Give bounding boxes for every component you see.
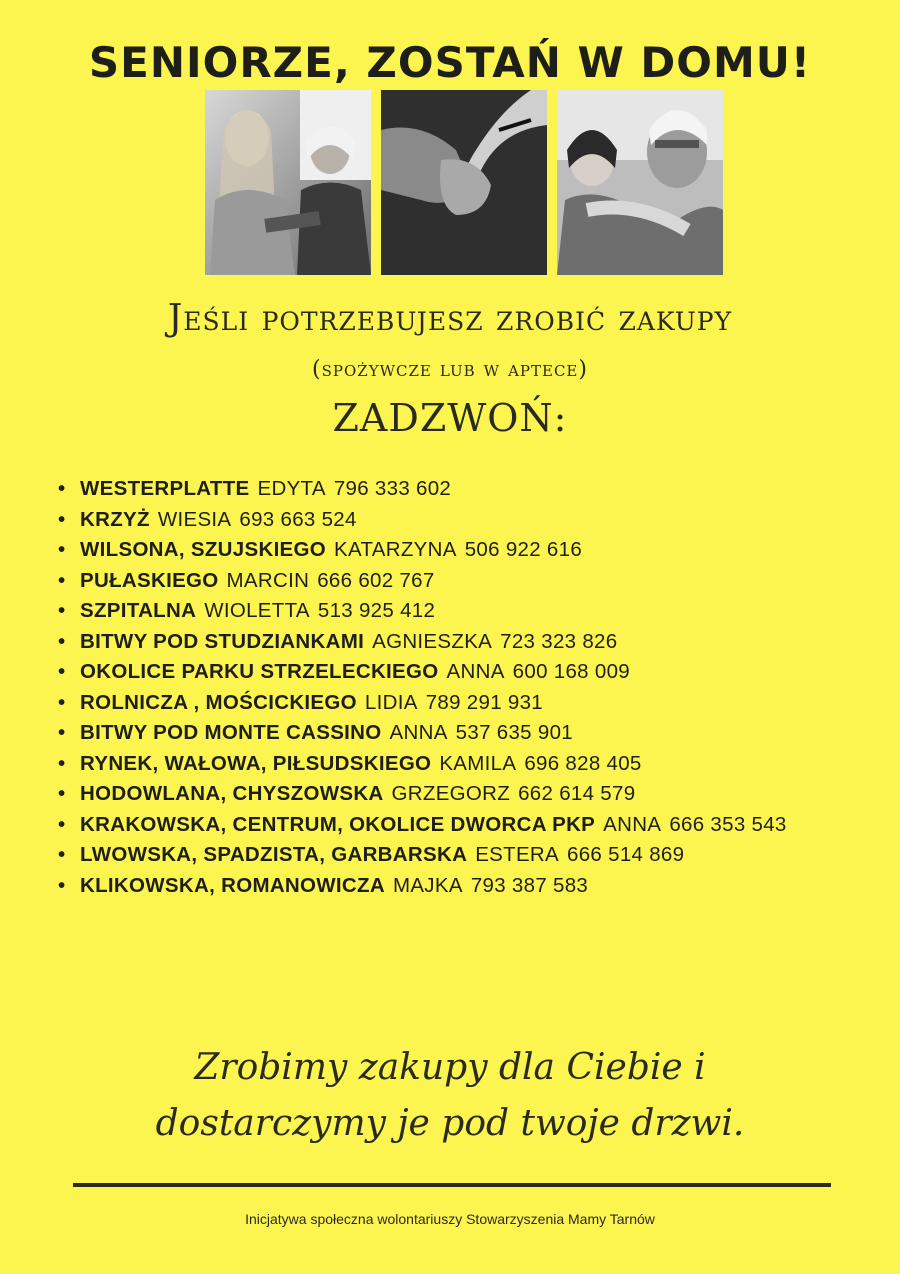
- poster-title: SENIORZE, ZOSTAŃ W DOMU!: [88, 38, 812, 87]
- contact-list: [58, 474, 787, 901]
- volunteer-name: ESTERA: [475, 843, 560, 866]
- volunteer-name: WIESIA: [157, 507, 232, 531]
- divider: [73, 1183, 831, 1187]
- phone-number: 600 168 009: [512, 660, 630, 683]
- list-item: [58, 871, 787, 902]
- list-item: [58, 627, 787, 658]
- phone-number: 506 922 616: [464, 538, 583, 561]
- volunteer-name: LIDIA: [364, 690, 418, 714]
- list-item: [58, 810, 787, 841]
- street-name: BITWY POD STUDZIANKAMI: [80, 629, 365, 653]
- volunteer-name: KAMILA: [439, 751, 517, 775]
- bullet-icon: •: [58, 629, 66, 653]
- list-item: [58, 779, 787, 810]
- list-item: [58, 718, 787, 749]
- street-name: KLIKOWSKA, ROMANOWICZA: [80, 873, 385, 897]
- bullet-icon: •: [58, 873, 66, 897]
- street-name: LWOWSKA, SPADZISTA, GARBARSKA: [80, 843, 468, 866]
- call-to-action: ZADZWOŃ:: [332, 396, 568, 440]
- slogan-line-2: dostarczymy je pod twoje drzwi.: [155, 1103, 745, 1144]
- volunteer-name: ANNA: [603, 812, 662, 836]
- bullet-icon: •: [58, 507, 66, 531]
- volunteer-name: WIOLETTA: [204, 599, 310, 622]
- list-item: [58, 840, 787, 871]
- photo-girl-hugging-senior-man-icon: [557, 90, 723, 275]
- headline: Jeśli potrzebujesz zrobić zakupy: [167, 298, 733, 339]
- subline: (spożywcze lub w aptece): [312, 357, 588, 382]
- phone-number: 693 663 524: [239, 507, 357, 531]
- list-item: [58, 474, 787, 505]
- photo-girl-with-senior-woman-icon: [205, 90, 371, 275]
- phone-number: 662 614 579: [518, 782, 636, 805]
- volunteer-name: ANNA: [389, 721, 448, 744]
- street-name: BITWY POD MONTE CASSINO: [80, 721, 382, 744]
- list-item: [58, 566, 787, 597]
- bullet-icon: •: [58, 568, 66, 592]
- list-item: [58, 688, 787, 719]
- phone-number: 796 333 602: [333, 477, 452, 500]
- bullet-icon: •: [58, 538, 66, 561]
- street-name: ROLNICZA , MOŚCICKIEGO: [80, 690, 357, 714]
- list-item: [58, 535, 787, 566]
- photo-strip: [205, 90, 723, 275]
- phone-number: 723 323 826: [500, 629, 618, 653]
- phone-number: 537 635 901: [455, 721, 573, 744]
- phone-number: 696 828 405: [524, 751, 642, 775]
- street-name: SZPITALNA: [80, 599, 197, 622]
- bullet-icon: •: [58, 660, 66, 683]
- footer-credit: Inicjatywa społeczna wolontariuszy Stowarzyszenia Mamy Tarnów: [245, 1211, 655, 1227]
- street-name: KRZYŻ: [80, 507, 150, 531]
- volunteer-name: KATARZYNA: [334, 538, 457, 561]
- street-name: PUŁASKIEGO: [80, 568, 219, 592]
- street-name: KRAKOWSKA, CENTRUM, OKOLICE DWORCA PKP: [80, 812, 596, 836]
- bullet-icon: •: [58, 782, 66, 805]
- volunteer-name: MAJKA: [392, 873, 463, 897]
- street-name: RYNEK, WAŁOWA, PIŁSUDSKIEGO: [80, 751, 432, 775]
- phone-number: 789 291 931: [425, 690, 543, 714]
- slogan: [0, 1040, 900, 1152]
- bullet-icon: •: [58, 599, 66, 622]
- phone-number: 666 353 543: [669, 812, 787, 836]
- bullet-icon: •: [58, 721, 66, 744]
- volunteer-name: GRZEGORZ: [391, 782, 511, 805]
- phone-number: 513 925 412: [317, 599, 436, 622]
- volunteer-name: ANNA: [446, 660, 505, 683]
- bullet-icon: •: [58, 690, 66, 714]
- bullet-icon: •: [58, 843, 66, 866]
- photo-holding-hands-icon: [381, 90, 547, 275]
- slogan-line-1: Zrobimy zakupy dla Ciebie i: [194, 1047, 706, 1088]
- street-name: WILSONA, SZUJSKIEGO: [80, 538, 327, 561]
- street-name: WESTERPLATTE: [80, 477, 250, 500]
- list-item: [58, 505, 787, 536]
- street-name: OKOLICE PARKU STRZELECKIEGO: [80, 660, 439, 683]
- list-item: [58, 657, 787, 688]
- list-item: [58, 749, 787, 780]
- bullet-icon: •: [58, 812, 66, 836]
- phone-number: 666 514 869: [567, 843, 685, 866]
- volunteer-name: AGNIESZKA: [372, 629, 493, 653]
- phone-number: 666 602 767: [317, 568, 435, 592]
- volunteer-name: EDYTA: [257, 477, 326, 500]
- bullet-icon: •: [58, 477, 66, 500]
- bullet-icon: •: [58, 751, 66, 775]
- street-name: HODOWLANA, CHYSZOWSKA: [80, 782, 384, 805]
- phone-number: 793 387 583: [470, 873, 589, 897]
- list-item: [58, 596, 787, 627]
- volunteer-name: MARCIN: [226, 568, 310, 592]
